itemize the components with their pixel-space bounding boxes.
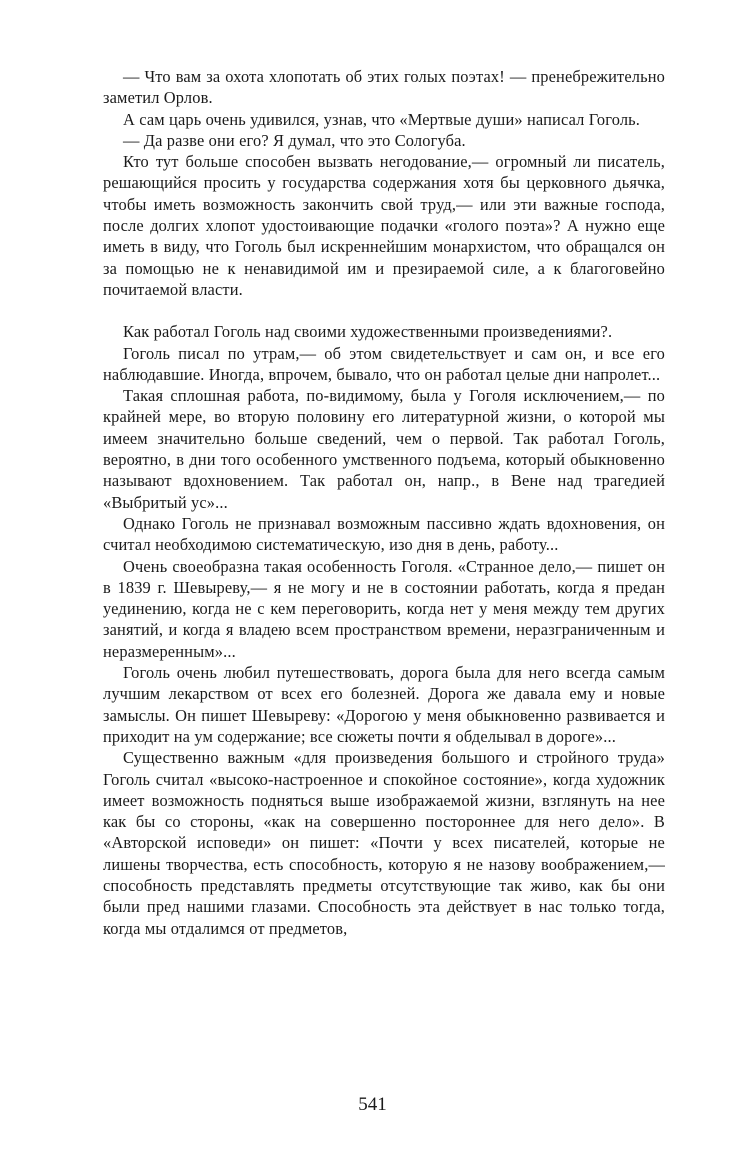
paragraph-5: Как работал Гоголь над своими художественными произведениями?. — [123, 322, 613, 342]
paragraph-4: Кто тут больше способен вызвать негодование,— огромный ли писатель, решающийся просить у государства содержания хотя бы церковного дьячка, чтобы иметь возможность закончить свой труд,— или эти важные господа, после долгих хлопот удостоивающие подачки «голого поэта»? А нужно еще иметь в виду, что Гоголь был искреннейшим монархистом, что обращался он за помощью не к ненавидимой им и презираемой силе, а к благоговейно почитаемой власти. — [103, 152, 665, 299]
paragraph-10: Гоголь очень любил путешествовать, дорога была для него всегда самым лучшим лекарством от всех его болезней. Дорога же давала ему и новые замыслы. Он пишет Шевыреву: «Дорогою у меня обыкновенно развивается и приходит на ум содержание; все сюжеты почти я обделывал в дороге»... — [103, 663, 665, 746]
paragraph-7: Такая сплошная работа, по-видимому, была у Гоголя исключением,— по крайней мере, во вторую половину его литературной жизни, о которой мы имеем значительно больше сведений, чем о первой. Так работал Гоголь, вероятно, в дни того особенного умственного подъема, который обыкновенно называют вдохновением. Так работал он, напр., в Вене над трагедией «Выбритый ус»... — [103, 386, 665, 512]
page-text-block — [103, 66, 665, 939]
page-number: 541 — [358, 1094, 387, 1115]
paragraph-6: Гоголь писал по утрам,— об этом свидетельствует и сам он, и все его наблюдавшие. Иногда, впрочем, бывало, что он работал целые дни напролет... — [103, 343, 665, 384]
paragraph-1: — Что вам за охота хлопотать об этих голых поэтах! — пренебрежительно заметил Орлов. — [103, 67, 665, 108]
paragraph-9: Очень своеобразна такая особенность Гоголя. «Странное дело,— пишет он в 1839 г. Шевыреву,— я не могу и не в состоянии работать, когда я предан уединению, когда не с кем переговорить, когда нет у меня между тем других занятий, и когда я владею всем пространством времени, неразграниченным и неразмеренным»... — [103, 556, 665, 661]
paragraph-3: — Да разве они его? Я думал, что это Сологуба. — [123, 130, 466, 150]
paragraph-8: Однако Гоголь не признавал возможным пассивно ждать вдохновения, он считал необходимою систематическую, изо дня в день, работу... — [103, 513, 665, 555]
paragraph-11: Существенно важным «для произведения большого и стройного труда» Гоголь считал «высоко-настроенное и спокойное состояние», когда художник имеет возможность подняться выше изображаемой жизни, взглянуть на нее как бы со стороны, «как на совершенно постороннее для него дело». В «Авторской исповеди» он пишет: «Почти у всех писателей, которые не лишены творчества, есть способность, которую я не назову воображением,— способность представлять предметы отсутствующие так живо, как бы они были пред нашими глазами. Способность эта действует в нас только тогда, когда мы отдалимся от предметов, — [103, 748, 665, 938]
paragraph-2: А сам царь очень удивился, узнав, что «Мертвые души» написал Гоголь. — [123, 109, 641, 129]
